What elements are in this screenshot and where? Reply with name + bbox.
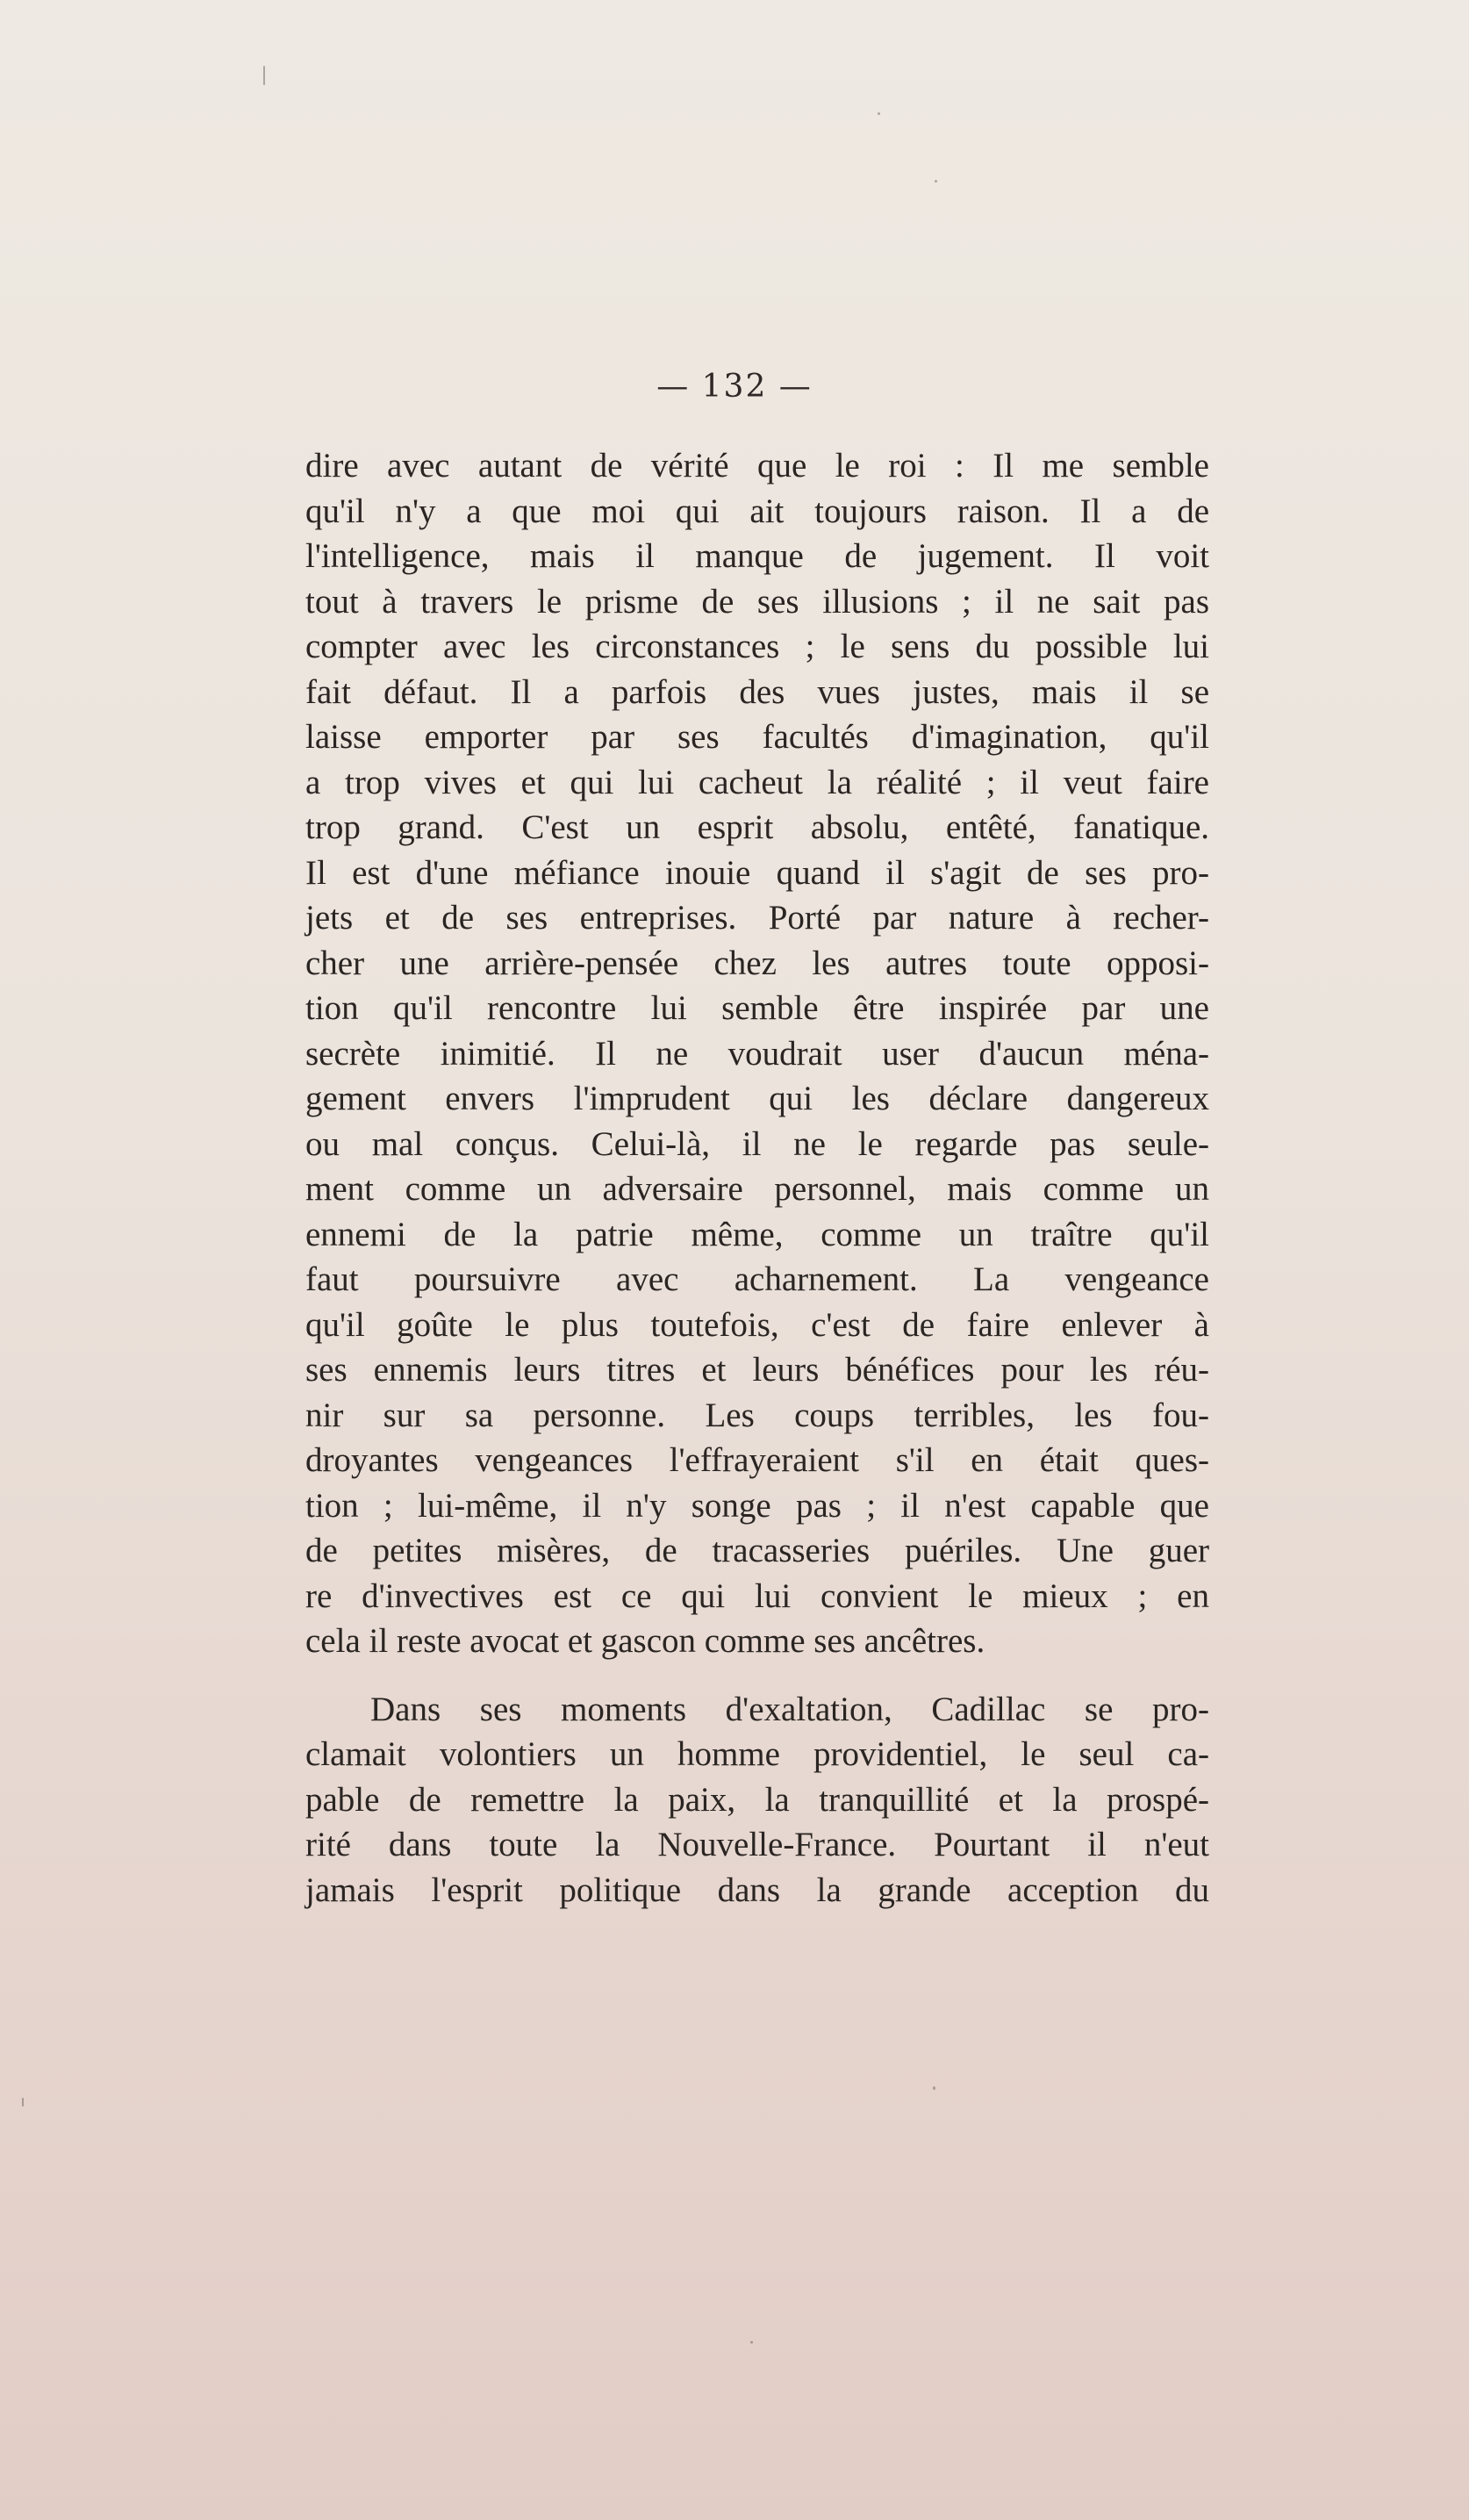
text-line: ennemi de la patrie même, comme un traître qu'il (305, 1215, 1209, 1253)
text-line: nir sur sa personne. Les coups terribles, les fou- (305, 1396, 1209, 1434)
text-line: a trop vives et qui lui cacheut la réalité ; il veut faire (305, 763, 1209, 801)
text-line: faut poursuivre avec acharnement. La vengeance (305, 1260, 1209, 1298)
text-line: ment comme un adversaire personnel, mais comme un (305, 1170, 1209, 1208)
text-line: Il est d'une méfiance inouie quand il s'agit de ses pro- (305, 853, 1209, 892)
body-text (305, 443, 1209, 1913)
text-line: qu'il n'y a que moi qui ait toujours raison. Il a de (305, 492, 1209, 530)
text-line: fait défaut. Il a parfois des vues justes, mais il se (305, 672, 1209, 711)
text-line: tion qu'il rencontre lui semble être inspirée par une (305, 989, 1209, 1027)
text-line: jamais l'esprit politique dans la grande acception du (305, 1870, 1209, 1909)
text-line: secrète inimitié. Il ne voudrait user d'aucun ména- (305, 1034, 1209, 1073)
text-line: gement envers l'imprudent qui les déclare dangereux (305, 1080, 1209, 1117)
text-line: pable de remettre la paix, la tranquillité et la prospé- (305, 1780, 1209, 1819)
text-line: ses ennemis leurs titres et leurs bénéfices pour les réu- (305, 1351, 1209, 1389)
text-line: cela il reste avocat et gascon comme ses ancêtres. (305, 1622, 985, 1660)
paper-speck (933, 2086, 935, 2090)
page-number: — 132 — (656, 369, 813, 405)
text-line: tion ; lui-même, il n'y songe pas ; il n'est capable que (305, 1486, 1209, 1525)
text-line: droyantes vengeances l'effrayeraient s'il en était ques- (305, 1441, 1209, 1479)
text-line: jets et de ses entreprises. Porté par nature à recher- (305, 899, 1209, 937)
text-line: ou mal conçus. Celui-là, il ne le regarde pas seule- (305, 1124, 1209, 1163)
paper-speck (263, 66, 265, 85)
text-line: clamait volontiers un homme providentiel, le seul ca- (305, 1735, 1209, 1773)
paper-speck (878, 112, 880, 115)
text-line: tout à travers le prisme de ses illusions ; il ne sait pas (305, 582, 1209, 621)
text-line: re d'invectives est ce qui lui convient le mieux ; en (305, 1576, 1209, 1615)
text-line: dire avec autant de vérité que le roi : Il me semble (305, 447, 1209, 485)
paper-speck (750, 2341, 753, 2344)
text-line: qu'il goûte le plus toutefois, c'est de faire enlever à (305, 1305, 1209, 1344)
text-line: cher une arrière-pensée chez les autres toute opposi- (305, 944, 1209, 982)
text-line: laisse emporter par ses facultés d'imagination, qu'il (305, 718, 1209, 756)
text-line: trop grand. C'est un esprit absolu, entêté, fanatique. (305, 808, 1209, 846)
text-line: l'intelligence, mais il manque de jugement. Il voit (305, 537, 1209, 575)
paper-speck (935, 180, 937, 183)
text-line: rité dans toute la Nouvelle-France. Pourtant il n'eut (305, 1826, 1209, 1863)
text-line: Dans ses moments d'exaltation, Cadillac se pro- (370, 1690, 1209, 1728)
text-line: compter avec les circonstances ; le sens du possible lui (305, 628, 1209, 665)
paper-speck (22, 2098, 24, 2107)
text-line: de petites misères, de tracasseries puériles. Une guer (305, 1532, 1209, 1569)
